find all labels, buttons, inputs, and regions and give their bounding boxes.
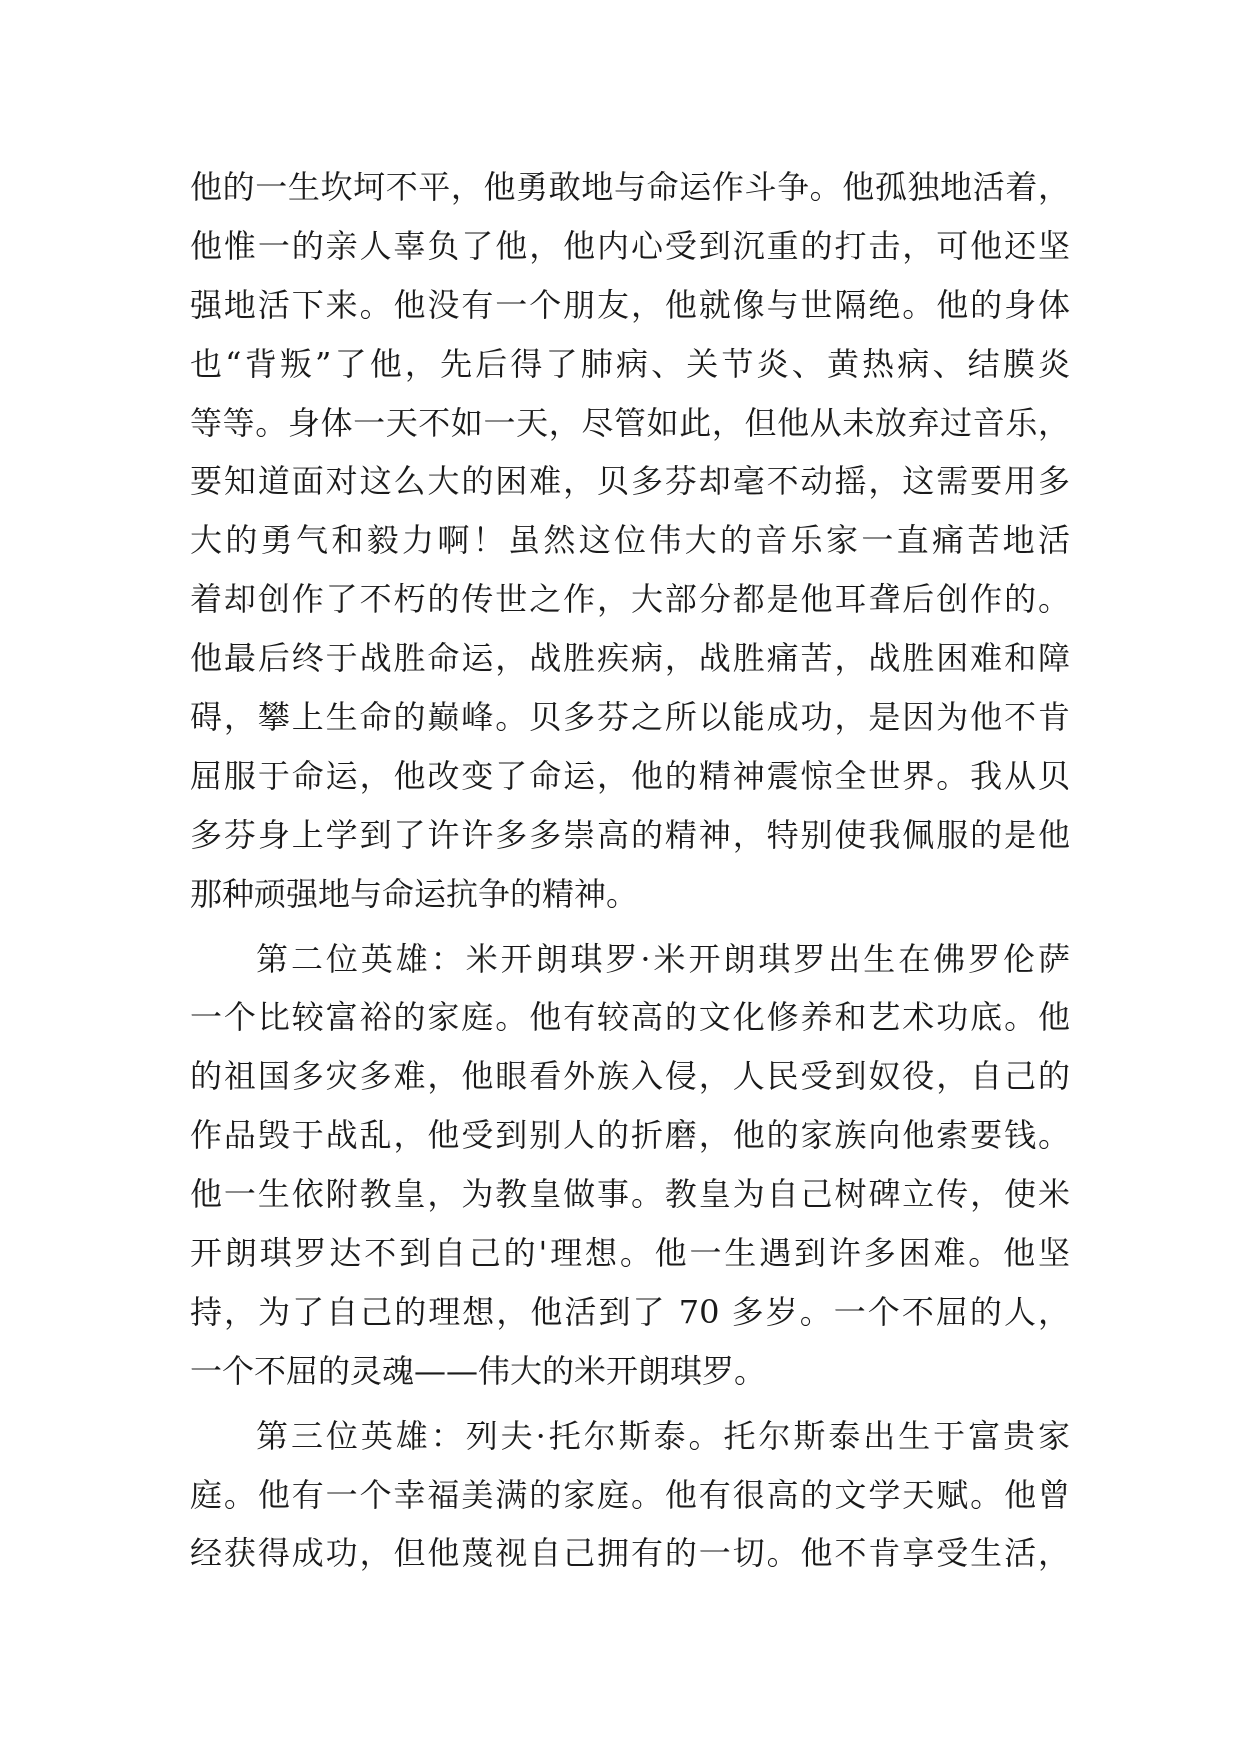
text-line: 大的勇气和毅力啊！虽然这位伟大的音乐家一直痛苦地活 xyxy=(190,521,1070,560)
text-line: 开朗琪罗达不到自己的'理想。他一生遇到许多困难。他坚 xyxy=(190,1234,1070,1273)
paragraph-2 xyxy=(190,930,1070,1401)
text-line: 他一生依附教皇，为教皇做事。教皇为自己树碑立传，使米 xyxy=(190,1175,1070,1214)
text-line: 着却创作了不朽的传世之作，大部分都是他耳聋后创作的。 xyxy=(190,580,1070,619)
text-line: 经获得成功，但他蔑视自己拥有的一切。他不肯享受生活， xyxy=(190,1534,1070,1573)
text-line: 一个不屈的灵魂——伟大的米开朗琪罗。 xyxy=(190,1351,767,1390)
paragraph-1 xyxy=(190,158,1070,924)
text-line: 一个比较富裕的家庭。他有较高的文化修养和艺术功底。他 xyxy=(190,998,1070,1037)
text-line: 他惟一的亲人辜负了他，他内心受到沉重的打击，可他还坚 xyxy=(190,226,1070,265)
text-line: 屈服于命运，他改变了命运，他的精神震惊全世界。我从贝 xyxy=(190,756,1070,795)
text-line: 作品毁于战乱，他受到别人的折磨，他的家族向他索要钱。 xyxy=(190,1116,1070,1155)
text-line: 等等。身体一天不如一天，尽管如此，但他从未放弃过音乐， xyxy=(190,403,1070,442)
text-line: 他最后终于战胜命运，战胜疾病，战胜痛苦，战胜困难和障 xyxy=(190,639,1070,678)
text-line: 强地活下来。他没有一个朋友，他就像与世隔绝。他的身体 xyxy=(190,285,1070,324)
text-line: 持，为了自己的理想，他活到了 70 多岁。一个不屈的人， xyxy=(190,1292,1070,1331)
text-line: 也“背叛”了他，先后得了肺病、关节炎、黄热病、结膜炎 xyxy=(190,344,1070,383)
text-line: 碍，攀上生命的巅峰。贝多芬之所以能成功，是因为他不肯 xyxy=(190,698,1070,737)
text-line: 第二位英雄：米开朗琪罗·米开朗琪罗出生在佛罗伦萨 xyxy=(256,939,1070,978)
text-line: 庭。他有一个幸福美满的家庭。他有很高的文学天赋。他曾 xyxy=(190,1475,1070,1514)
text-line: 要知道面对这么大的困难，贝多芬却毫不动摇，这需要用多 xyxy=(190,462,1070,501)
document-body xyxy=(190,158,1070,1583)
text-line: 那种顽强地与命运抗争的精神。 xyxy=(190,874,639,913)
paragraph-3 xyxy=(190,1407,1070,1584)
text-line: 他的一生坎坷不平，他勇敢地与命运作斗争。他孤独地活着， xyxy=(190,168,1070,206)
text-line: 第三位英雄：列夫·托尔斯泰。托尔斯泰出生于富贵家 xyxy=(256,1416,1070,1455)
text-line: 的祖国多灾多难，他眼看外族入侵，人民受到奴役，自己的 xyxy=(190,1057,1070,1096)
text-line: 多芬身上学到了许许多多崇高的精神，特别使我佩服的是他 xyxy=(190,815,1070,854)
